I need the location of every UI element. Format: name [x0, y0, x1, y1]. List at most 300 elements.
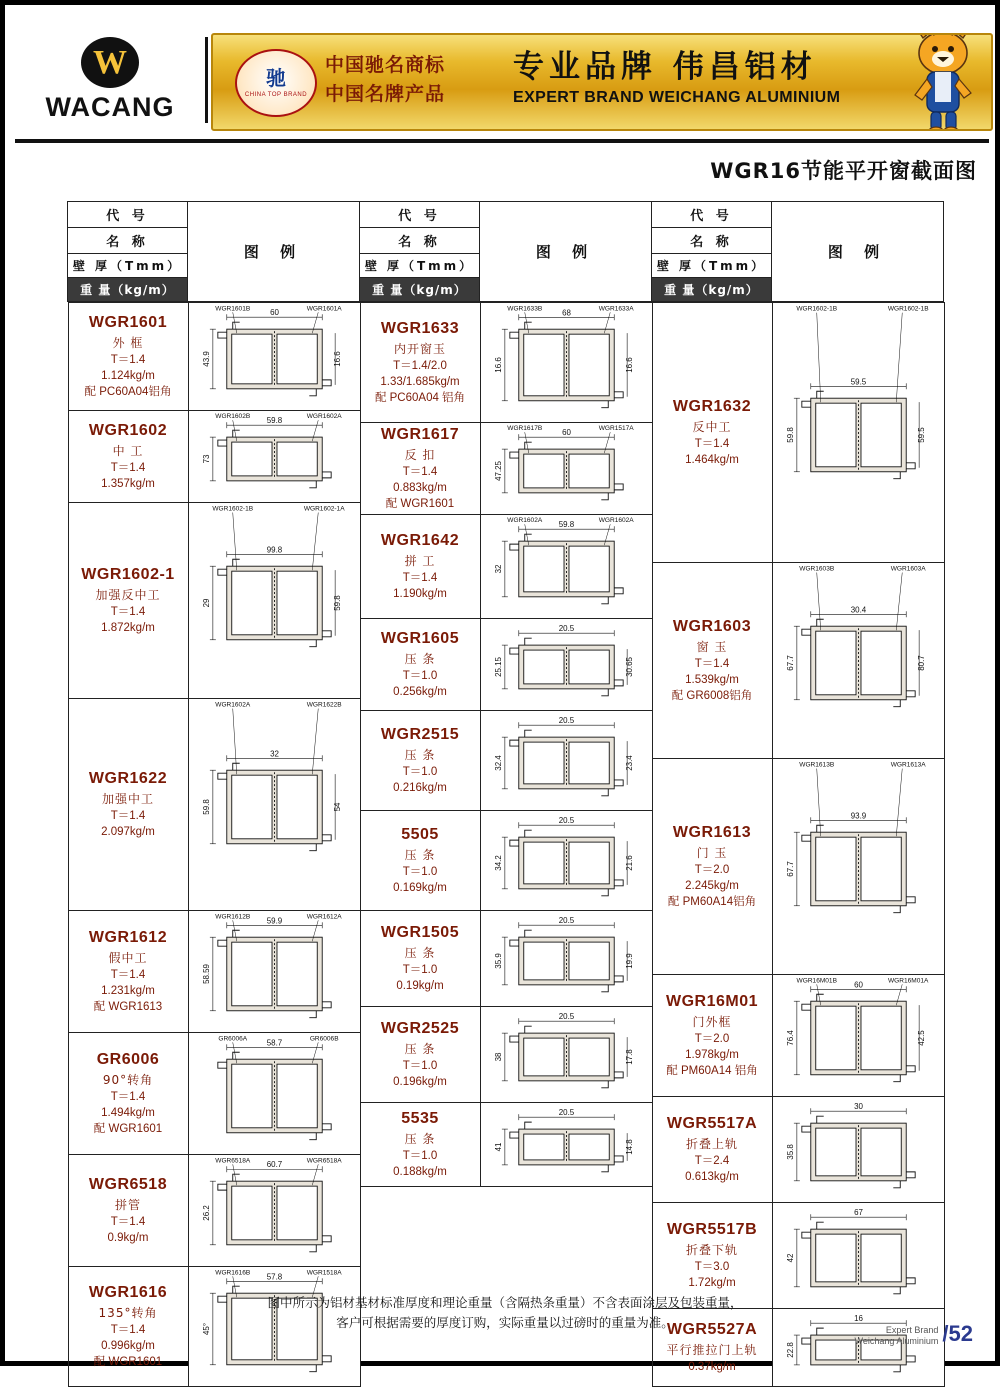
- header-thickness-label: 壁 厚（Tmm）: [68, 254, 187, 278]
- profile-info-cell: [360, 911, 480, 1007]
- profile-row: [68, 303, 360, 411]
- profile-row: [360, 303, 652, 423]
- profile-code: WGR1603: [653, 618, 772, 636]
- profile-row: [652, 303, 944, 563]
- profile-name: 压 条: [361, 1131, 480, 1148]
- profile-spec: T＝1.4: [69, 1214, 188, 1230]
- profile-spec: 0.196kg/m: [361, 1074, 480, 1090]
- profile-code: WGR1602-1: [69, 566, 188, 584]
- svg-text:WGR16M01B: WGR16M01B: [796, 977, 837, 984]
- svg-text:21.6: 21.6: [625, 854, 634, 870]
- svg-text:30.4: 30.4: [850, 605, 866, 614]
- profile-row: [652, 563, 944, 759]
- svg-text:59.5: 59.5: [917, 426, 926, 442]
- profile-row: [360, 423, 652, 515]
- profile-spec: 配 WGR1601: [69, 1354, 188, 1370]
- profile-code: WGR1612: [69, 929, 188, 947]
- profile-spec: T＝1.0: [361, 1148, 480, 1164]
- svg-text:WGR1617B: WGR1617B: [507, 425, 543, 432]
- profile-spec: 1.539kg/m: [653, 672, 772, 688]
- claim-2: 中国名牌产品: [325, 80, 501, 109]
- profile-figure-cell: [772, 759, 944, 975]
- svg-text:WGR1613B: WGR1613B: [799, 761, 835, 768]
- svg-text:67: 67: [854, 1208, 863, 1217]
- svg-text:73: 73: [201, 453, 210, 462]
- cross-section-diagram: [189, 304, 360, 410]
- svg-text:GR6006B: GR6006B: [309, 1035, 338, 1042]
- svg-text:32: 32: [270, 749, 279, 758]
- svg-text:26.2: 26.2: [201, 1204, 210, 1220]
- svg-text:32: 32: [493, 563, 502, 572]
- svg-text:59.8: 59.8: [333, 594, 342, 610]
- table-body-row: [68, 302, 944, 1387]
- svg-text:59.8: 59.8: [558, 520, 574, 529]
- svg-text:WGR1602A: WGR1602A: [507, 517, 543, 524]
- profile-info-cell: [68, 411, 188, 503]
- profile-code: WGR1601: [69, 314, 188, 332]
- profile-spec: 配 PM60A14铝角: [653, 894, 772, 910]
- profile-figure-cell: [772, 303, 944, 563]
- svg-text:29: 29: [201, 597, 210, 606]
- seal-cn-text: 驰: [266, 69, 286, 89]
- svg-text:WGR16M01A: WGR16M01A: [888, 977, 929, 984]
- profile-figure-cell: [480, 515, 652, 619]
- profile-spec: T＝3.0: [653, 1259, 772, 1275]
- cross-section-diagram: [773, 304, 944, 562]
- profile-name: 压 条: [361, 945, 480, 962]
- header-code-label: 代 号: [68, 202, 187, 228]
- profile-spec: 1.124kg/m: [69, 368, 188, 384]
- profile-spec: 2.245kg/m: [653, 878, 772, 894]
- svg-text:14.8: 14.8: [625, 1138, 634, 1154]
- svg-text:45°: 45°: [201, 1322, 210, 1334]
- profile-info-cell: [68, 503, 188, 699]
- svg-text:80.7: 80.7: [917, 654, 926, 670]
- svg-text:WGR1602-1A: WGR1602-1A: [303, 505, 344, 512]
- profile-code: WGR6518: [69, 1176, 188, 1194]
- profile-figure-cell: [480, 911, 652, 1007]
- profile-figure-cell: [188, 699, 360, 911]
- svg-text:47.25: 47.25: [493, 460, 502, 480]
- profile-figure-cell: [480, 1007, 652, 1103]
- profile-spec: T＝1.4: [69, 1322, 188, 1338]
- profile-spec: 1.72kg/m: [653, 1275, 772, 1291]
- svg-text:WGR1601A: WGR1601A: [306, 305, 342, 312]
- profile-figure-cell: [772, 1097, 944, 1203]
- profile-info-cell: [652, 975, 772, 1097]
- profile-name: 拼 工: [361, 553, 480, 570]
- svg-text:WGR1517A: WGR1517A: [598, 425, 634, 432]
- profile-name: 加强反中工: [69, 587, 188, 604]
- profile-spec: T＝2.0: [653, 862, 772, 878]
- profile-spec: T＝1.4: [69, 1089, 188, 1105]
- profile-spec: T＝1.4: [69, 604, 188, 620]
- cross-section-diagram: [189, 912, 360, 1032]
- svg-text:68: 68: [562, 308, 571, 317]
- svg-text:23.4: 23.4: [625, 754, 634, 770]
- svg-text:54: 54: [333, 801, 342, 810]
- svg-text:16.6: 16.6: [333, 350, 342, 366]
- profile-figure-cell: [188, 1155, 360, 1267]
- column-2-table: [360, 302, 653, 1187]
- svg-text:WGR1622B: WGR1622B: [306, 701, 342, 708]
- tiger-mascot-icon: [897, 33, 989, 131]
- profile-spec: T＝1.0: [361, 764, 480, 780]
- profile-name: 门 玉: [653, 845, 772, 862]
- header-figure-col-2: 图 例: [480, 202, 652, 302]
- svg-text:60: 60: [562, 428, 571, 437]
- header-figure-col-3: 图 例: [772, 202, 944, 302]
- profile-name: 假中工: [69, 950, 188, 967]
- profile-spec: 0.613kg/m: [653, 1169, 772, 1185]
- profile-figure-cell: [188, 1033, 360, 1155]
- profile-figure-cell: [480, 811, 652, 911]
- header-code-col-1: [68, 202, 188, 302]
- column-1-table: [68, 302, 361, 1387]
- profile-info-cell: [360, 711, 480, 811]
- profile-name: 拼管: [69, 1197, 188, 1214]
- profile-name: 外 框: [69, 335, 188, 352]
- profile-spec: 配 PC60A04 铝角: [361, 390, 480, 406]
- profile-spec: T＝1.4: [653, 436, 772, 452]
- profile-row: [360, 619, 652, 711]
- cross-section-diagram: [189, 412, 360, 502]
- profile-info-cell: [360, 423, 480, 515]
- profile-info-cell: [68, 1033, 188, 1155]
- profile-spec: T＝1.4: [69, 352, 188, 368]
- header-code-label-2: 代 号: [360, 202, 479, 228]
- cross-section-diagram: [773, 760, 944, 974]
- cross-section-diagram: [481, 516, 652, 618]
- cross-section-diagram: [481, 304, 652, 422]
- profile-name: 压 条: [361, 747, 480, 764]
- profile-spec: 1.872kg/m: [69, 620, 188, 636]
- svg-text:30.65: 30.65: [625, 656, 634, 676]
- svg-text:WGR1633B: WGR1633B: [507, 305, 543, 312]
- profile-row: [360, 1007, 652, 1103]
- china-top-brand-seal-icon: [235, 49, 317, 117]
- cross-section-diagram: [481, 912, 652, 1006]
- profile-code: WGR16M01: [653, 993, 772, 1011]
- profile-code: WGR1632: [653, 398, 772, 416]
- cross-section-diagram: [189, 1034, 360, 1154]
- profile-code: WGR2525: [361, 1020, 480, 1038]
- svg-text:WGR1601B: WGR1601B: [215, 305, 251, 312]
- profile-info-cell: [360, 515, 480, 619]
- profile-spec: T＝1.4: [69, 460, 188, 476]
- brand-logo: [15, 37, 208, 123]
- svg-text:22.8: 22.8: [785, 1341, 794, 1357]
- header-weight-label-3: 重 量（kg/m）: [652, 278, 771, 301]
- profile-code: WGR1605: [361, 630, 480, 648]
- svg-text:25.15: 25.15: [493, 656, 502, 676]
- page-title: WGR16节能平开窗截面图: [710, 155, 977, 185]
- header-name-label-3: 名 称: [652, 228, 771, 254]
- header-thickness-label-2: 壁 厚（Tmm）: [360, 254, 479, 278]
- profile-name: 反 扣: [361, 447, 480, 464]
- svg-text:60: 60: [270, 308, 279, 317]
- profile-figure-cell: [188, 911, 360, 1033]
- profile-row: [68, 699, 360, 911]
- svg-text:20.5: 20.5: [558, 816, 574, 825]
- svg-text:60: 60: [854, 980, 863, 989]
- header-code-col-2: [360, 202, 480, 302]
- profile-spec: 配 GR6008铝角: [653, 688, 772, 704]
- profile-row: [360, 711, 652, 811]
- profile-spec: 0.188kg/m: [361, 1164, 480, 1180]
- profile-spec: 配 WGR1613: [69, 999, 188, 1015]
- profile-spec: 配 WGR1601: [69, 1121, 188, 1137]
- profile-spec: 1.33/1.685kg/m: [361, 374, 480, 390]
- svg-text:WGR1612B: WGR1612B: [215, 913, 251, 920]
- svg-text:35.9: 35.9: [493, 952, 502, 968]
- cross-section-diagram: [481, 1008, 652, 1102]
- header-figure-col-1: 图 例: [188, 202, 360, 302]
- profile-name: 加强中工: [69, 791, 188, 808]
- profile-spec: T＝1.4: [653, 656, 772, 672]
- svg-text:35.8: 35.8: [785, 1143, 794, 1159]
- profile-info-cell: [360, 811, 480, 911]
- profile-name: 中 工: [69, 443, 188, 460]
- svg-text:16.6: 16.6: [493, 356, 502, 372]
- svg-text:58.7: 58.7: [266, 1038, 282, 1047]
- profile-info-cell: [360, 303, 480, 423]
- header-divider: [15, 139, 989, 143]
- svg-text:16.6: 16.6: [625, 356, 634, 372]
- svg-text:WGR1616B: WGR1616B: [215, 1269, 251, 1276]
- profile-figure-cell: [480, 1103, 652, 1187]
- svg-text:76.4: 76.4: [785, 1029, 794, 1045]
- column-3-table: [652, 302, 945, 1387]
- profile-spec: T＝2.4: [653, 1153, 772, 1169]
- svg-text:WGR1602-1B: WGR1602-1B: [887, 305, 928, 312]
- cross-section-diagram: [773, 1098, 944, 1202]
- profile-code: WGR1616: [69, 1284, 188, 1302]
- profile-code: WGR1633: [361, 320, 480, 338]
- profile-spec: T＝1.4: [69, 967, 188, 983]
- profile-spec: 1.978kg/m: [653, 1047, 772, 1063]
- profile-name: 压 条: [361, 1041, 480, 1058]
- svg-text:58.59: 58.59: [201, 963, 210, 983]
- svg-text:16: 16: [854, 1314, 863, 1323]
- profile-code: WGR5517B: [653, 1221, 772, 1239]
- cross-section-diagram: [189, 1156, 360, 1266]
- brand-claims: [325, 51, 501, 109]
- svg-text:WGR1602A: WGR1602A: [598, 517, 634, 524]
- gold-banner: [211, 33, 993, 131]
- profile-spec: 0.169kg/m: [361, 880, 480, 896]
- profile-info-cell: [652, 303, 772, 563]
- svg-text:59.8: 59.8: [785, 426, 794, 442]
- claim-1: 中国驰名商标: [325, 51, 501, 80]
- svg-text:WGR6518A: WGR6518A: [215, 1157, 251, 1164]
- wacang-logo-icon: [81, 37, 139, 88]
- footer-brand: [855, 1321, 973, 1347]
- profile-spec: T＝1.0: [361, 864, 480, 880]
- footer-notes: [67, 1293, 943, 1333]
- svg-text:99.8: 99.8: [266, 545, 282, 554]
- svg-text:67.7: 67.7: [785, 860, 794, 876]
- profile-code: WGR1617: [361, 426, 480, 444]
- profile-name: 折叠下轨: [653, 1242, 772, 1259]
- svg-text:WGR1602-1B: WGR1602-1B: [212, 505, 253, 512]
- svg-text:WGR1602B: WGR1602B: [215, 413, 251, 420]
- svg-text:42: 42: [785, 1252, 794, 1261]
- profiles-table: [67, 201, 944, 1387]
- profile-row: [360, 515, 652, 619]
- table-header-row: [68, 202, 944, 302]
- profile-info-cell: [68, 699, 188, 911]
- note-line-1: 图中所示为铝材基材标准厚度和理论重量（含隔热条重量）不含表面涂层及包装重量，: [67, 1293, 943, 1313]
- header-code-label-3: 代 号: [652, 202, 771, 228]
- cross-section-diagram: [773, 564, 944, 758]
- svg-text:GR6006A: GR6006A: [218, 1035, 247, 1042]
- profile-spec: 1.464kg/m: [653, 452, 772, 468]
- profile-info-cell: [68, 303, 188, 411]
- profile-row: [68, 911, 360, 1033]
- profile-figure-cell: [480, 619, 652, 711]
- profile-row: [360, 811, 652, 911]
- profile-spec: 0.37kg/m: [653, 1359, 772, 1375]
- cross-section-diagram: [481, 1104, 652, 1186]
- svg-text:WGR1613A: WGR1613A: [890, 761, 926, 768]
- profile-code: GR6006: [69, 1051, 188, 1069]
- cross-section-diagram: [481, 620, 652, 710]
- svg-text:WGR1612A: WGR1612A: [306, 913, 342, 920]
- profile-code: WGR1622: [69, 770, 188, 788]
- profile-figure-cell: [480, 303, 652, 423]
- profile-spec: 0.9kg/m: [69, 1230, 188, 1246]
- svg-text:20.5: 20.5: [558, 1108, 574, 1117]
- profile-name: 内开窗玉: [361, 341, 480, 358]
- header-name-label: 名 称: [68, 228, 187, 254]
- profile-spec: 0.996kg/m: [69, 1338, 188, 1354]
- profile-spec: T＝2.0: [653, 1031, 772, 1047]
- profile-spec: 0.256kg/m: [361, 684, 480, 700]
- header-weight-label: 重 量（kg/m）: [68, 278, 187, 301]
- svg-text:59.8: 59.8: [266, 416, 282, 425]
- cross-section-diagram: [773, 976, 944, 1096]
- footer-brand-line1: Expert Brand: [855, 1325, 939, 1336]
- header-thickness-label-3: 壁 厚（Tmm）: [652, 254, 771, 278]
- profile-code: WGR2515: [361, 726, 480, 744]
- cross-section-diagram: [189, 504, 360, 698]
- profile-figure-cell: [188, 411, 360, 503]
- profile-name: 反中工: [653, 419, 772, 436]
- profile-spec: T＝1.0: [361, 962, 480, 978]
- svg-text:WGR6518A: WGR6518A: [306, 1157, 342, 1164]
- svg-text:59.9: 59.9: [266, 916, 282, 925]
- profile-figure-cell: [188, 503, 360, 699]
- profile-code: WGR1642: [361, 532, 480, 550]
- svg-text:67.7: 67.7: [785, 654, 794, 670]
- profile-name: 135°转角: [69, 1305, 188, 1322]
- profile-figure-cell: [480, 711, 652, 811]
- profile-row: [68, 503, 360, 699]
- cross-section-diagram: [189, 700, 360, 910]
- profile-row: [360, 911, 652, 1007]
- profile-name: 90°转角: [69, 1072, 188, 1089]
- profile-spec: T＝1.0: [361, 1058, 480, 1074]
- cross-section-diagram: [481, 424, 652, 514]
- profile-info-cell: [652, 563, 772, 759]
- page-number: /52: [942, 1321, 973, 1347]
- svg-text:38: 38: [493, 1051, 502, 1060]
- profile-code: 5505: [361, 826, 480, 844]
- profile-spec: 1.357kg/m: [69, 476, 188, 492]
- svg-text:34.2: 34.2: [493, 854, 502, 870]
- header-banner: [15, 15, 989, 145]
- svg-text:20.5: 20.5: [558, 1012, 574, 1021]
- cross-section-diagram: [773, 1204, 944, 1308]
- brand-title-cn: 专业品牌 伟昌铝材: [513, 47, 840, 87]
- profile-spec: 配 WGR1601: [361, 496, 480, 512]
- svg-text:59.8: 59.8: [201, 798, 210, 814]
- profile-figure-cell: [188, 303, 360, 411]
- profile-name: 折叠上轨: [653, 1136, 772, 1153]
- profile-row: [360, 1103, 652, 1187]
- svg-text:41: 41: [493, 1141, 502, 1150]
- seal-en-text: CHINA TOP BRAND: [245, 92, 307, 98]
- profile-name: 平行推拉门上轨: [653, 1342, 772, 1359]
- svg-text:WGR1602A: WGR1602A: [215, 701, 251, 708]
- profile-info-cell: [360, 1103, 480, 1187]
- svg-text:WGR1603A: WGR1603A: [890, 565, 926, 572]
- profile-spec: 1.231kg/m: [69, 983, 188, 999]
- svg-text:WGR1602A: WGR1602A: [306, 413, 342, 420]
- profile-code: WGR1505: [361, 924, 480, 942]
- profile-name: 门外框: [653, 1014, 772, 1031]
- profile-row: [68, 411, 360, 503]
- profile-spec: 配 PM60A14 铝角: [653, 1063, 772, 1079]
- header-name-label-2: 名 称: [360, 228, 479, 254]
- svg-text:19.9: 19.9: [625, 952, 634, 968]
- profile-code: WGR1613: [653, 824, 772, 842]
- svg-text:42.5: 42.5: [917, 1029, 926, 1045]
- profile-spec: 配 PC60A04铝角: [69, 384, 188, 400]
- cross-section-diagram: [481, 812, 652, 910]
- profile-row: [68, 1033, 360, 1155]
- profile-spec: 1.190kg/m: [361, 586, 480, 602]
- profile-spec: T＝1.4: [69, 808, 188, 824]
- profile-code: WGR5527A: [653, 1321, 772, 1339]
- profile-figure-cell: [772, 563, 944, 759]
- note-line-2: 客户可根据需要的厚度订购，实际重量以过磅时的重量为准。: [67, 1313, 943, 1333]
- profile-code: 5535: [361, 1110, 480, 1128]
- svg-text:57.8: 57.8: [266, 1272, 282, 1281]
- brand-title-block: [513, 47, 840, 109]
- profile-name: 压 条: [361, 651, 480, 668]
- profile-name: 压 条: [361, 847, 480, 864]
- header-weight-label-2: 重 量（kg/m）: [360, 278, 479, 301]
- profile-spec: 1.494kg/m: [69, 1105, 188, 1121]
- profile-info-cell: [360, 619, 480, 711]
- logo-glyph: W: [93, 46, 127, 80]
- profile-info-cell: [652, 1097, 772, 1203]
- profile-info-cell: [68, 1155, 188, 1267]
- profile-row: [652, 759, 944, 975]
- profile-spec: T＝1.0: [361, 668, 480, 684]
- svg-text:32.4: 32.4: [493, 754, 502, 770]
- svg-text:WGR1518A: WGR1518A: [306, 1269, 342, 1276]
- profile-row: [652, 1097, 944, 1203]
- svg-text:59.5: 59.5: [850, 377, 866, 386]
- profile-row: [652, 975, 944, 1097]
- svg-text:WGR1633A: WGR1633A: [598, 305, 634, 312]
- profile-spec: T＝1.4: [361, 464, 480, 480]
- svg-text:20.5: 20.5: [558, 716, 574, 725]
- svg-text:20.5: 20.5: [558, 916, 574, 925]
